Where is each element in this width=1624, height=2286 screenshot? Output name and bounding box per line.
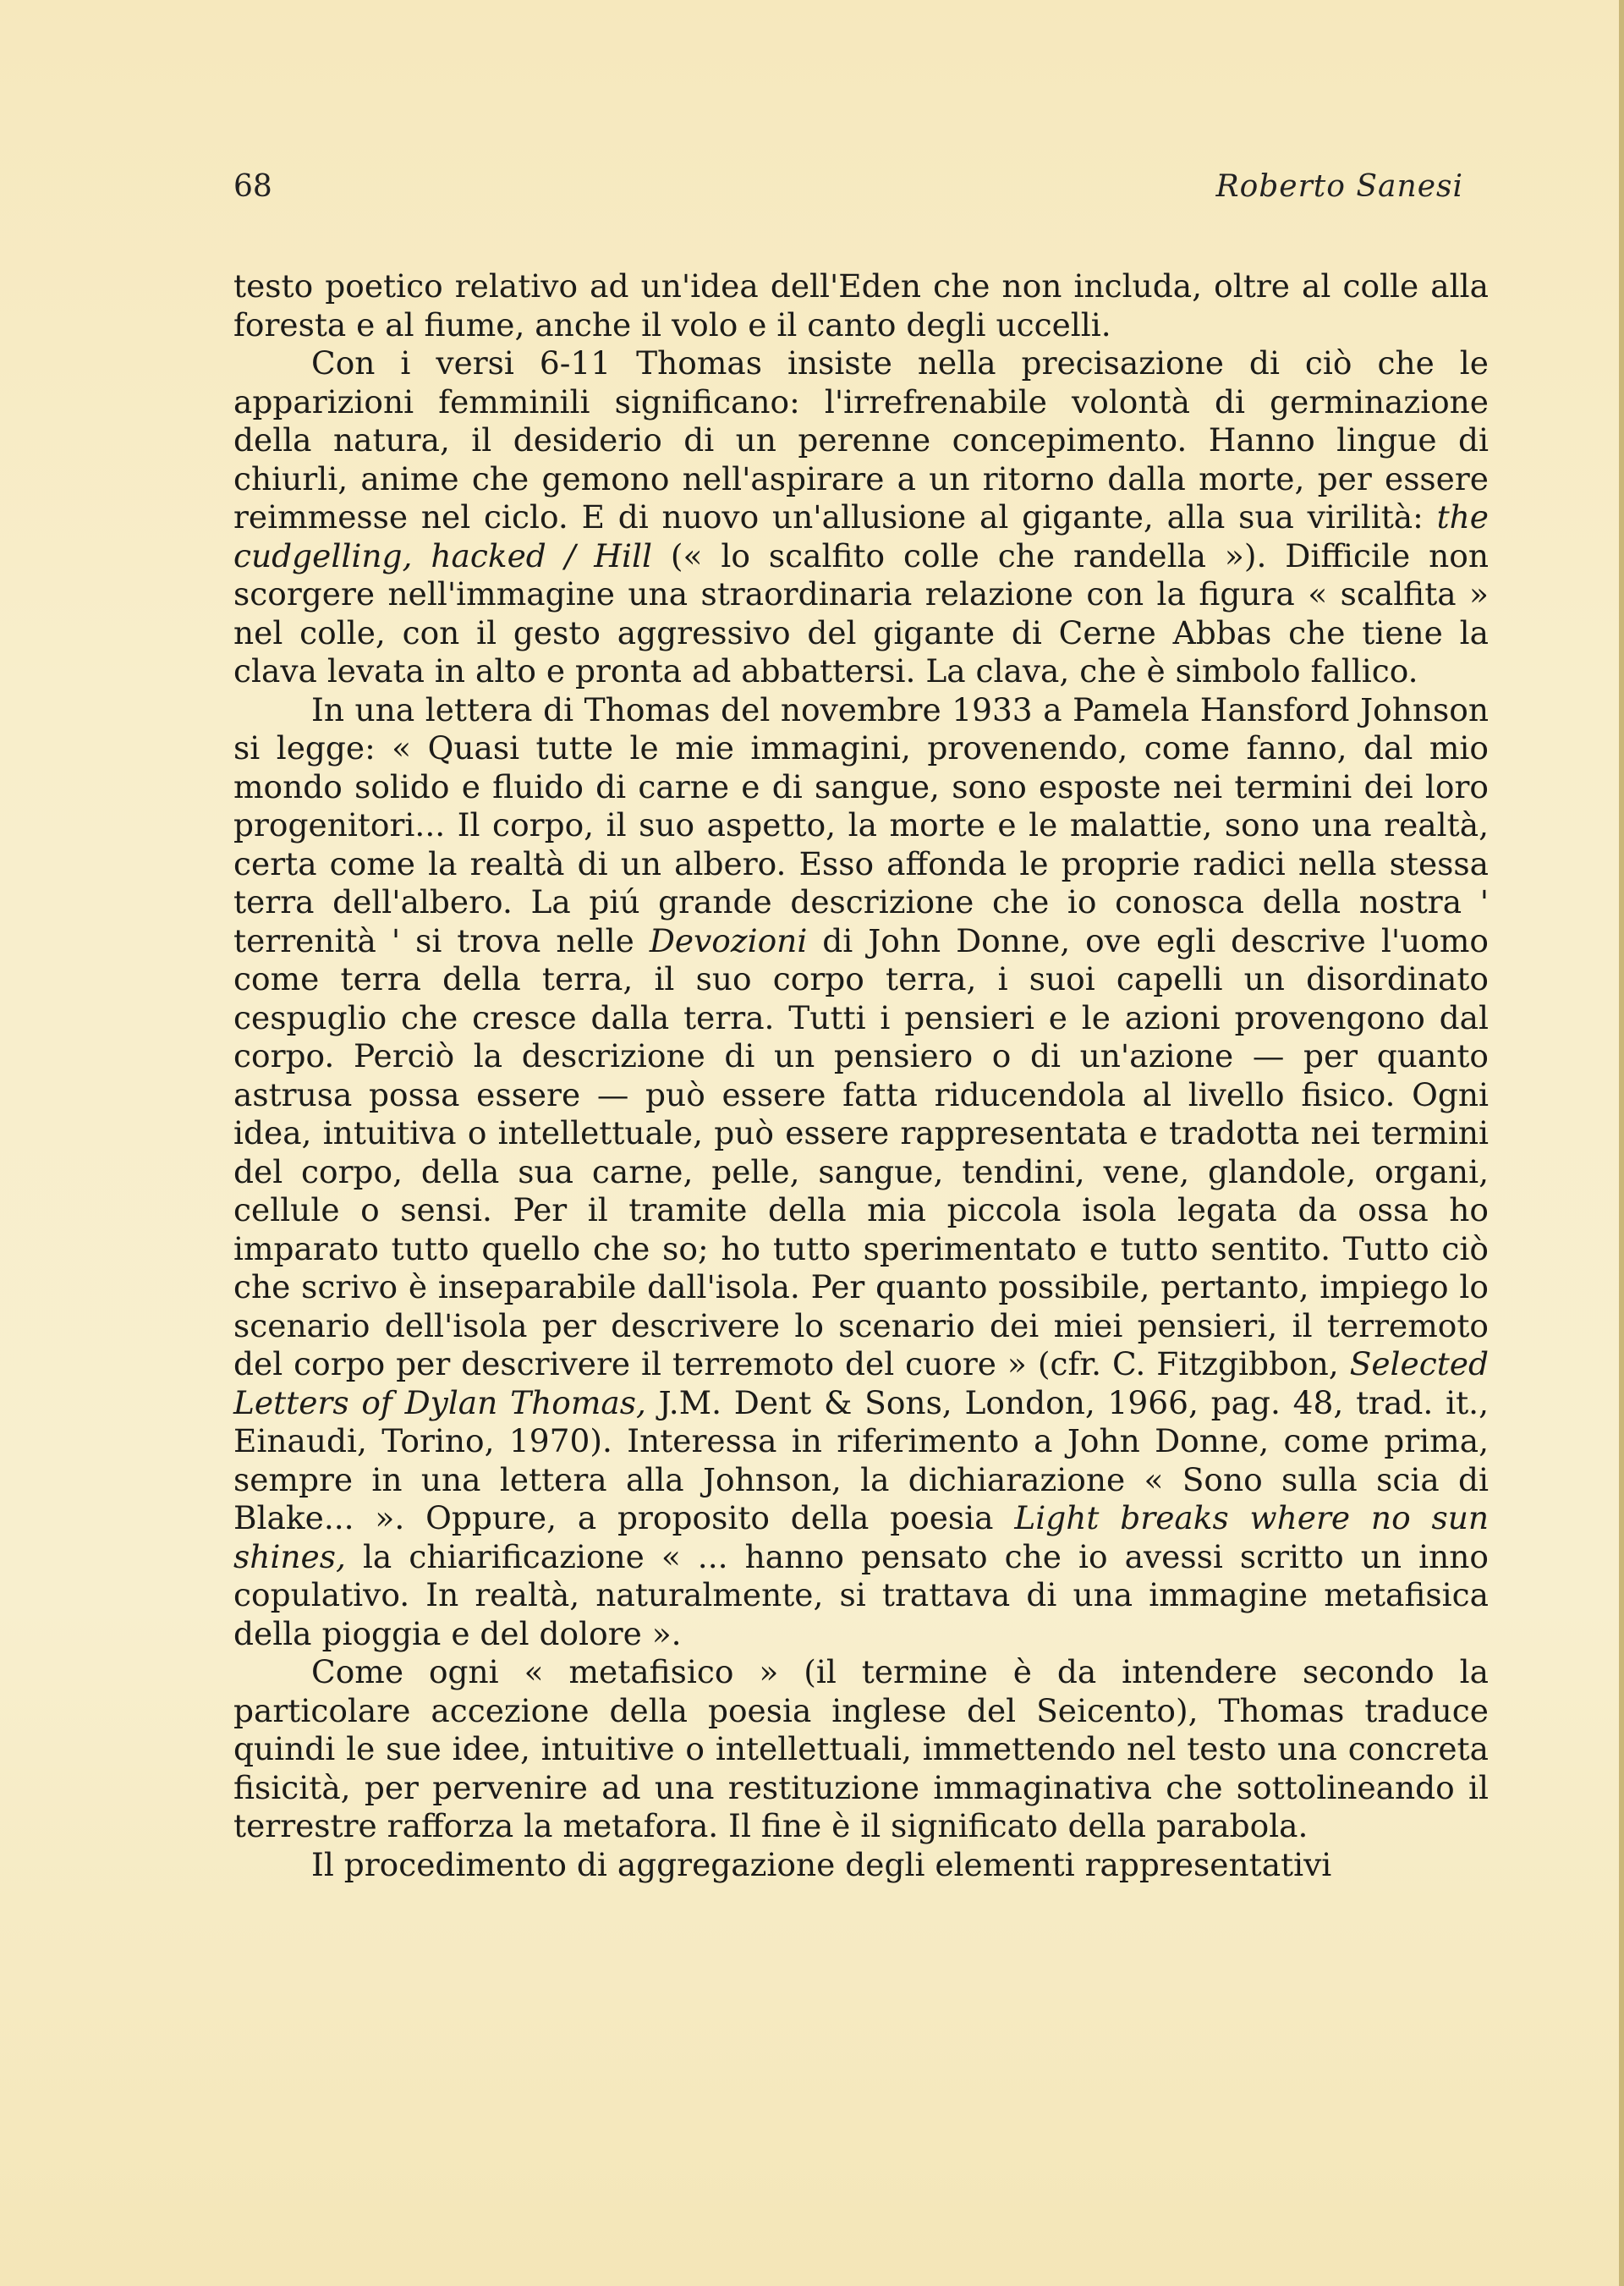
paragraph-text: (« lo scalfito colle che randella »). Difficile non scorgere nell'immagine una straordinaria relazione con la figura « scalfita » nel colle, con il gesto aggressivo del gigante di Cerne Abbas che tiene la clava levata in alto e pronta ad abbattersi. La clava, che è simbolo fallico. [233, 536, 1489, 690]
italic-quote: the cudgelling, hacked / Hill [233, 498, 1489, 574]
running-head-author: Roberto Sanesi [1215, 169, 1463, 204]
paragraph-text: testo poetico relativo ad un'idea dell'Eden che non includa, oltre al colle alla foresta e al fiume, anche il volo e il canto degli uccelli. [233, 267, 1489, 343]
italic-title: Devozioni [649, 921, 808, 959]
paragraph-text: J.M. Dent & Sons, London, 1966, pag. 48, trad. it., Einaudi, Torino, 1970). Interessa in riferimento a John Donne, come prima, sempre in una lettera alla Johnson, la dichiarazione « Sono sulla scia di Blake... ». Oppure, a proposito della poesia [233, 1383, 1490, 1536]
page-number: 68 [233, 169, 272, 204]
paragraph-2 [233, 344, 1489, 691]
paragraph-4 [233, 1653, 1489, 1846]
paragraph-5 [233, 1846, 1489, 1885]
italic-title: Light breaks where no sun shines, [233, 1499, 1490, 1575]
paragraph-text: Come ogni « metafisico » (il termine è da intendere secondo la particolare accezione della poesia inglese del Seicento), Thomas traduce quindi le sue idee, intuitive o intellettuali, immettendo nel testo una concreta fisicità, per pervenire ad una restituzione immaginativa che sottolineando il terrestre rafforza la metafora. Il fine è il significato della parabola. [233, 1653, 1489, 1844]
page-edge [1619, 0, 1624, 2286]
body-text [233, 267, 1489, 1884]
paragraph-text: In una lettera di Thomas del novembre 1933 a Pamela Hansford Johnson si legge: « Quasi tutte le mie immagini, provenendo, come fanno, dal mio mondo solido e fluido di carne e di sangue, sono esposte nei termini dei loro progenitori... Il corpo, il suo aspetto, la morte e le malattie, sono una realtà, certa come la realtà di un albero. Esso affonda le proprie radici nella stessa terra dell'albero. La piú grande descrizione che io conosca della nostra ' terrenità ' si trova nelle [233, 690, 1489, 959]
italic-title: Selected Letters of Dylan Thomas, [233, 1345, 1489, 1421]
running-head [233, 169, 1463, 220]
paragraph-text: la chiarificazione « ... hanno pensato che io avessi scritto un inno copulativo. In realtà, naturalmente, si trattava di una immagine metafisica della pioggia e del dolore ». [233, 1537, 1489, 1652]
paragraph-3 [233, 691, 1489, 1654]
paragraph-text: Il procedimento di aggregazione degli elementi rappresentativi [311, 1845, 1332, 1883]
paragraph-text: Con i versi 6-11 Thomas insiste nella precisazione di ciò che le apparizioni femminili significano: l'irrefrenabile volontà di germinazione della natura, il desiderio di un perenne concepimento. Hanno lingue di chiurli, anime che gemono nell'aspirare a un ritorno dalla morte, per essere reimmesse nel ciclo. E di nuovo un'allusione al gigante, alla sua virilità: [233, 344, 1489, 536]
paragraph-text: di John Donne, ove egli descrive l'uomo come terra della terra, il suo corpo terra, i suoi capelli un disordinato cespuglio che cresce dalla terra. Tutti i pensieri e le azioni provengono dal corpo. Perciò la descrizione di un pensiero o di un'azione — per quanto astrusa possa essere — può essere fatta riducendola al livello fisico. Ogni idea, intuitiva o intellettuale, può essere rappresentata e tradotta nei termini del corpo, della sua carne, pelle, sangue, tendini, vene, glandole, organi, cellule o sensi. Per il tramite della mia piccola isola legata da ossa ho imparato tutto quello che so; ho tutto sperimentato e tutto sentito. Tutto ciò che scrivo è inseparabile dall'isola. Per quanto possibile, pertanto, impiego lo scenario dell'isola per descrivere lo scenario dei miei pensieri, il terremoto del corpo per descrivere il terremoto del cuore » (cfr. C. Fitzgibbon, [233, 921, 1489, 1382]
paragraph-1 [233, 267, 1489, 344]
